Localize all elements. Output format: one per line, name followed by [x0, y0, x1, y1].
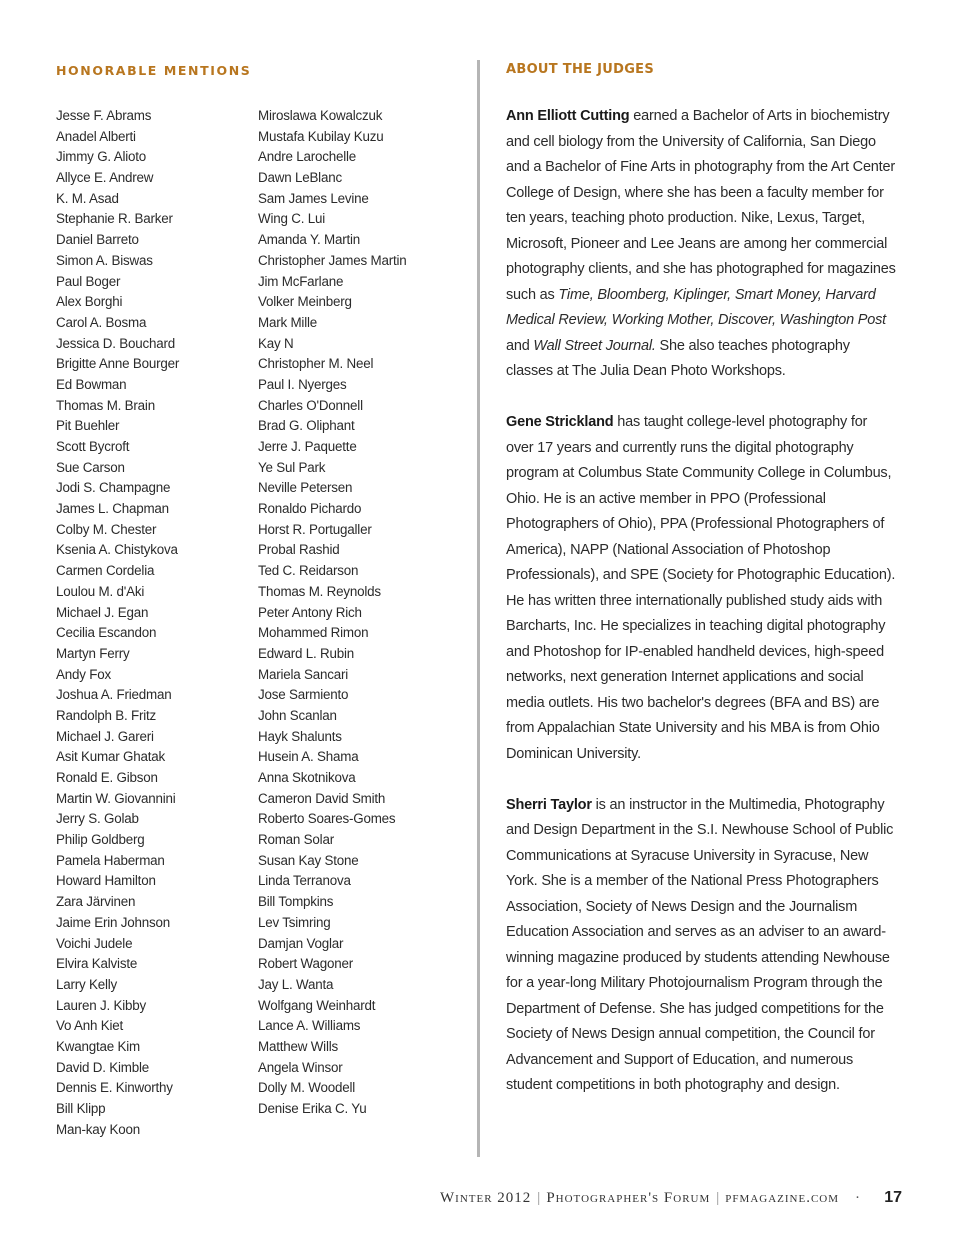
honorable-mention-name: Kwangtae Kim [56, 1038, 140, 1054]
honorable-mention-name: Paul I. Nyerges [258, 376, 347, 392]
honorable-mention-name: Peter Antony Rich [258, 604, 362, 620]
honorable-mention-name: Edward L. Rubin [258, 645, 354, 661]
honorable-mention-name: Scott Bycroft [56, 439, 130, 454]
honorable-mention-name: Jim McFarlane [258, 273, 344, 289]
honorable-mention-name: James L. Chapman [56, 501, 169, 517]
honorable-mention-name: Christopher M. Neel [258, 356, 374, 372]
honorable-mention-name: David D. Kimble [56, 1059, 149, 1075]
footer-separator: | [716, 1190, 720, 1206]
honorable-mention-name: Neville Petersen [258, 480, 353, 496]
honorable-mention-name: Hayk Shalunts [258, 728, 342, 744]
honorable-mention-name: Jose Sarmiento [258, 687, 349, 703]
honorable-mention-name: Miroslawa Kowalczuk [258, 108, 383, 123]
bio-text: and [506, 337, 534, 354]
honorable-mention-name: Brad G. Oliphant [258, 418, 355, 434]
honorable-mention-name: Bill Klipp [56, 1101, 106, 1116]
honorable-mention-name: Joshua A. Friedman [56, 687, 172, 703]
honorable-mention-name: Jaime Erin Johnson [56, 914, 170, 930]
honorable-mention-name: Sue Carson [56, 459, 125, 475]
honorable-mention-name: Martyn Ferry [56, 645, 130, 661]
honorable-mention-name: Asit Kumar Ghatak [56, 749, 165, 765]
honorable-mention-name: Charles O'Donnell [258, 397, 363, 413]
honorable-mention-name: Alex Borghi [56, 294, 123, 310]
honorable-mention-name: Brigitte Anne Bourger [56, 356, 180, 372]
honorable-mention-name: Mustafa Kubilay Kuzu [258, 128, 384, 144]
column-divider [477, 60, 480, 1157]
bio-text: She also teaches photography classes at The Julia Dean Photo Workshops. [506, 337, 850, 379]
honorable-mention-name: Stephanie R. Barker [56, 211, 173, 227]
honorable-mention-name: Lance A. Williams [258, 1018, 361, 1034]
honorable-mention-name: Angela Winsor [258, 1059, 343, 1075]
honorable-mention-name: Voichi Judele [56, 935, 133, 951]
honorable-mention-name: Kay N [258, 335, 294, 351]
honorable-mention-name: Horst R. Portugaller [258, 521, 372, 537]
honorable-mention-name: Jerry S. Golab [56, 811, 139, 827]
honorable-mention-name: Wing C. Lui [258, 211, 326, 227]
honorable-mention-name: Ed Bowman [56, 376, 127, 392]
honorable-mentions-column-1 [56, 106, 179, 1140]
honorable-mention-name: Anna Skotnikova [258, 770, 356, 785]
honorable-mention-name: Probal Rashid [258, 542, 340, 558]
honorable-mention-name: Lev Tsimring [258, 914, 331, 930]
honorable-mention-name: Simon A. Biswas [56, 252, 153, 268]
honorable-mention-name: Jesse F. Abrams [56, 108, 152, 123]
honorable-mention-name: Bill Tompkins [258, 894, 334, 910]
honorable-mention-name: Thomas M. Reynolds [258, 583, 381, 599]
honorable-mention-name: Denise Erika C. Yu [258, 1101, 367, 1116]
honorable-mention-name: Michael J. Egan [56, 604, 149, 620]
honorable-mention-name: Andre Larochelle [258, 149, 357, 165]
honorable-mention-name: Paul Boger [56, 273, 121, 289]
honorable-mentions-heading: HONORABLE MENTIONS [56, 63, 252, 78]
honorable-mention-name: Linda Terranova [258, 873, 351, 889]
honorable-mention-name: Thomas M. Brain [56, 397, 155, 413]
honorable-mention-name: Ronaldo Pichardo [258, 501, 362, 517]
honorable-mention-name: Carol A. Bosma [56, 314, 147, 330]
judge-name: Sherri Taylor [506, 796, 592, 813]
honorable-mention-name: Zara Järvinen [56, 894, 136, 910]
judge-bio [506, 104, 898, 385]
honorable-mention-name: Jodi S. Champagne [56, 480, 171, 496]
honorable-mention-name: Jimmy G. Alioto [56, 149, 147, 165]
judges-bios [506, 104, 898, 1124]
about-judges-heading: ABOUT THE JUDGES [506, 62, 655, 77]
honorable-mention-name: Loulou M. d'Aki [56, 583, 145, 599]
footer-website[interactable]: pfmagazine.com [725, 1190, 840, 1206]
bio-text: earned a Bachelor of Arts in biochemistry and cell biology from the University of California, San Diego and a Bachelor of Fine Arts in photography from the Art Center College of Design, where she has been a faculty member for ten years, teaching photo production. Nike, Lexus, Target, Microsoft, Pioneer and Lee Jeans are among her commercial photography clients, and she has photographed for magazines such as [506, 108, 896, 303]
honorable-mention-name: Martin W. Giovannini [56, 790, 176, 806]
honorable-mention-name: Vo Anh Kiet [56, 1018, 124, 1034]
judge-name: Gene Strickland [506, 414, 614, 430]
honorable-mention-name: Damjan Voglar [258, 935, 344, 951]
honorable-mention-name: Matthew Wills [258, 1038, 338, 1054]
footer-issue: Winter 2012 [440, 1190, 532, 1206]
honorable-mention-name: Colby M. Chester [56, 521, 157, 537]
honorable-mentions-column-2 [258, 106, 407, 1120]
honorable-mention-name: Dennis E. Kinworthy [56, 1080, 173, 1096]
honorable-mention-name: Volker Meinberg [258, 294, 352, 310]
judge-name: Ann Elliott Cutting [506, 108, 630, 124]
honorable-mention-name: Pit Buehler [56, 418, 120, 434]
honorable-mention-name: Larry Kelly [56, 976, 118, 992]
honorable-mention-name: Lauren J. Kibby [56, 997, 147, 1013]
honorable-mention-name: Amanda Y. Martin [258, 232, 361, 248]
honorable-mention-name: Allyce E. Andrew [56, 170, 154, 186]
honorable-mention-name: Mark Mille [258, 314, 318, 330]
honorable-mention-name: Pamela Haberman [56, 852, 165, 868]
honorable-mention-name: Christopher James Martin [258, 252, 407, 268]
honorable-mention-name: Anadel Alberti [56, 128, 136, 144]
honorable-mention-name: Jay L. Wanta [258, 976, 334, 992]
honorable-mention-name: Robert Wagoner [258, 956, 353, 972]
honorable-mention-name: Mohammed Rimon [258, 625, 369, 641]
honorable-mention-name: Husein A. Shama [258, 749, 359, 765]
footer-separator: | [537, 1190, 541, 1206]
bio-publications: Time, Bloomberg, Kiplinger, Smart Money, Harvard Medical Review, Working Mother, Discover, Washington Post [506, 286, 886, 328]
honorable-mention-name: Daniel Barreto [56, 232, 139, 248]
honorable-mention-name: Michael J. Gareri [56, 728, 154, 744]
honorable-mention-name: Man-kay Koon [56, 1121, 140, 1137]
footer-bullet: · [855, 1190, 860, 1206]
honorable-mention-name: John Scanlan [258, 707, 337, 723]
honorable-mention-name: Sam James Levine [258, 190, 369, 206]
footer-magazine: Photographer's Forum [546, 1190, 711, 1206]
honorable-mention-name: K. M. Asad [56, 190, 119, 206]
judge-bio [506, 410, 898, 767]
honorable-mention-name: Randolph B. Fritz [56, 707, 157, 723]
honorable-mention-name: Jerre J. Paquette [258, 439, 357, 454]
page-number: 17 [884, 1189, 902, 1206]
honorable-mention-name: Mariela Sancari [258, 666, 349, 682]
judge-bio [506, 793, 898, 1099]
honorable-mention-name: Dolly M. Woodell [258, 1080, 356, 1096]
honorable-mention-name: Cecilia Escandon [56, 625, 157, 641]
honorable-mention-name: Cameron David Smith [258, 790, 386, 806]
honorable-mention-name: Ronald E. Gibson [56, 770, 158, 785]
page-footer [440, 1190, 902, 1214]
honorable-mention-name: Carmen Cordelia [56, 563, 155, 579]
bio-text: has taught college-level photography for over 17 years and currently runs the digital photography program at Columbus State Community College in Columbus, Ohio. He is an active member in PPO (Professional Photographers of Ohio), PPA (Professional Photographers of America), NAPP (National Association of Photoshop Professionals), and SPE (Society for Photographic Education). He has written three internationally published study aids with Barcharts, Inc. He specializes in teaching digital photography and Photoshop for IP-enabled handheld devices, high-speed networks, next generation Internet applications and social media outlets. His two bachelor's degrees (BFA and BS) are from Appalachian State University and his MBA is from Ohio Dominican University. [506, 414, 896, 762]
honorable-mention-name: Susan Kay Stone [258, 852, 359, 868]
honorable-mention-name: Wolfgang Weinhardt [258, 997, 376, 1013]
bio-text: is an instructor in the Multimedia, Photography and Design Department in the S.I. Newhouse School of Public Communications at Syracuse University in Syracuse, New York. She is a member of the National Press Photographers Association, Society of News Design and the Journalism Education Association and serves as an adviser to an award-winning magazine produced by students attending Newhouse for a year-long Military Photojournalism Program through the Department of Defense. She has judged competitions for the Society of News Design annual competition, the Council for Advancement and Support of Education, and numerous student competitions in both photography and design. [506, 796, 894, 1093]
honorable-mention-name: Roberto Soares-Gomes [258, 811, 396, 827]
honorable-mention-name: Elvira Kalviste [56, 956, 138, 972]
honorable-mention-name: Andy Fox [56, 666, 111, 682]
honorable-mention-name: Dawn LeBlanc [258, 170, 342, 186]
honorable-mention-name: Philip Goldberg [56, 832, 145, 848]
honorable-mention-name: Howard Hamilton [56, 873, 156, 889]
honorable-mention-name: Ksenia A. Chistykova [56, 542, 178, 558]
honorable-mention-name: Roman Solar [258, 832, 334, 848]
honorable-mention-name: Ye Sul Park [258, 459, 326, 475]
honorable-mention-name: Jessica D. Bouchard [56, 335, 176, 351]
bio-publication: Wall Street Journal. [533, 337, 656, 354]
honorable-mention-name: Ted C. Reidarson [258, 563, 359, 579]
